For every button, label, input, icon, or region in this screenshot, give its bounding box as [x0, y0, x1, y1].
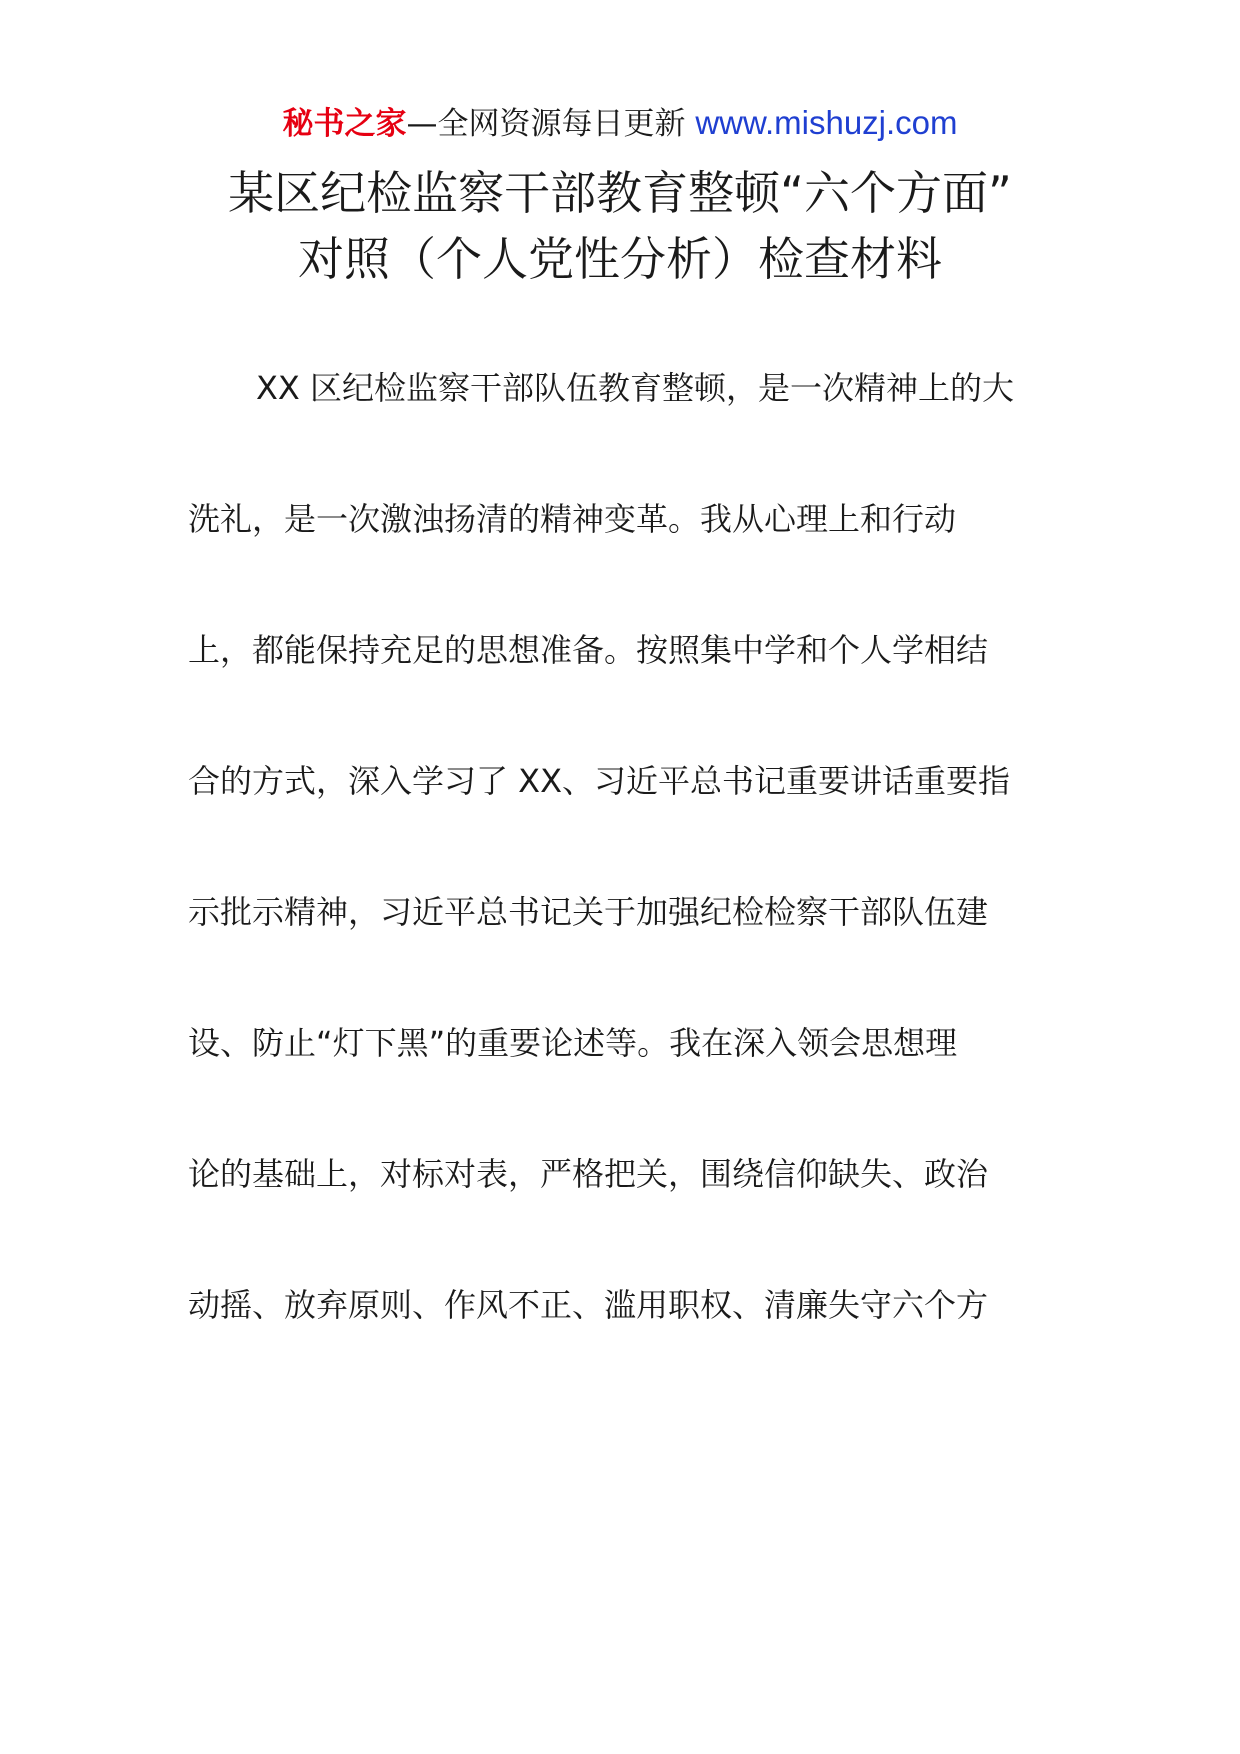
body-line: 动摇、放弃原则、作风不正、滥用职权、清廉失守六个方 [188, 1286, 989, 1324]
site-header [0, 103, 1240, 144]
body-line: 示批示精神，习近平总书记关于加强纪检检察干部队伍建 [188, 893, 989, 931]
body-line: 论的基础上，对标对表，严格把关，围绕信仰缺失、政治 [188, 1155, 989, 1193]
title-line-2: 对照（个人党性分析）检查材料 [298, 232, 942, 286]
document-title [0, 160, 1240, 292]
body-line: 上，都能保持充足的思想准备。按照集中学和个人学相结 [188, 631, 989, 669]
brand-name: 秘书之家 [282, 106, 407, 142]
title-line-1: 某区纪检监察干部教育整顿“六个方面” [228, 166, 1012, 220]
document-body [188, 368, 1058, 1416]
body-line: 合的方式，深入学习了 XX、习近平总书记重要讲话重要指 [188, 762, 1011, 800]
body-line: 设、防止“灯下黑”的重要论述等。我在深入领会思想理 [188, 1024, 958, 1062]
site-url-link[interactable]: www.mishuzj.com [695, 104, 958, 141]
body-line: 洗礼，是一次激浊扬清的精神变革。我从心理上和行动 [188, 500, 957, 538]
body-line: XX 区纪检监察干部队伍教育整顿，是一次精神上的大 [256, 369, 1015, 407]
header-tagline: —全网资源每日更新 [406, 106, 686, 142]
